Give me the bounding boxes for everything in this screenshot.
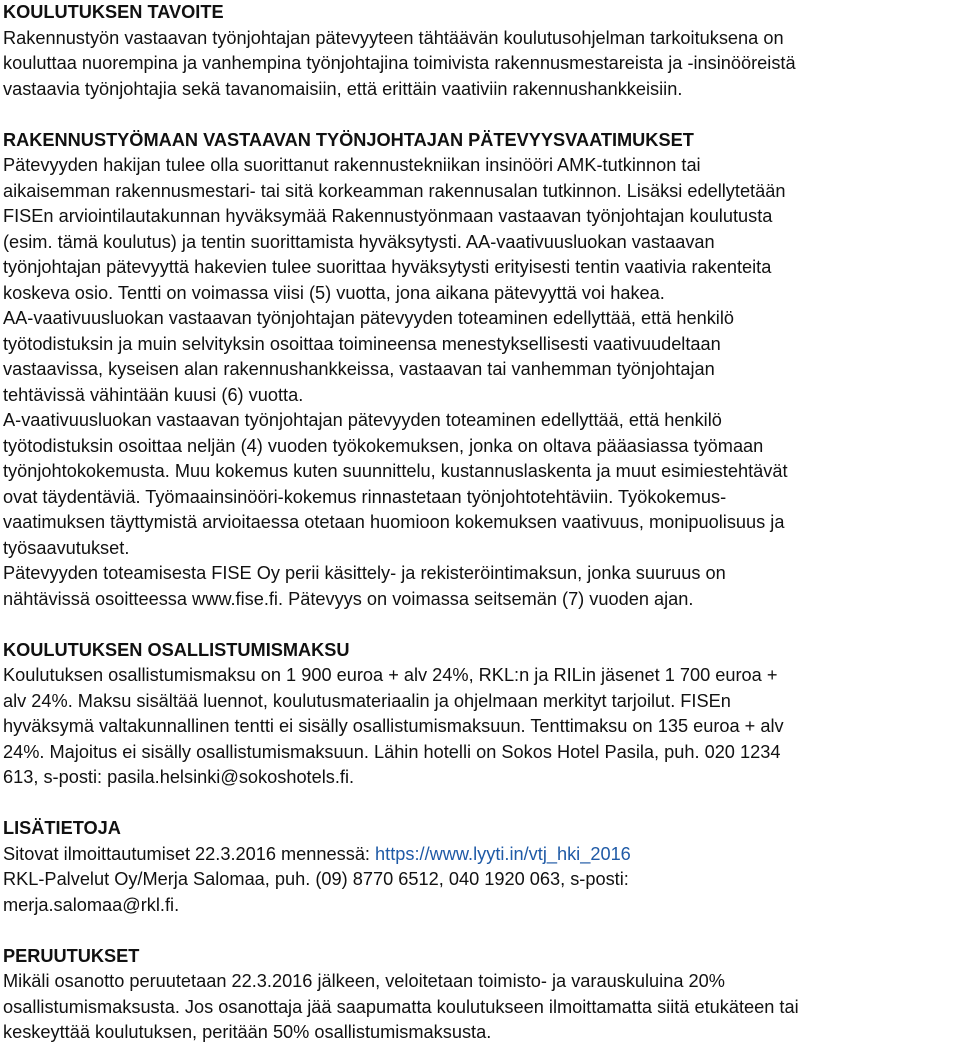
section-body bbox=[3, 663, 958, 791]
text-line: merja.salomaa@rkl.fi. bbox=[3, 894, 180, 915]
text-line: työtodistuksin ja muin selvityksin osoittaa toimineensa menestyksellisesti vaativuudeltaan bbox=[3, 333, 721, 354]
section-peruutukset bbox=[3, 944, 958, 1046]
text-line: Mikäli osanotto peruutetaan 22.3.2016 jälkeen, veloitetaan toimisto- ja varauskuluina 20% bbox=[3, 971, 725, 991]
text-line: työnjohtokokemusta. Muu kokemus kuten suunnittelu, kustannuslaskenta ja muut esimiestehtävät bbox=[3, 461, 788, 481]
text-line: vastaavia työnjohtajia sekä tavanomaisiin, että erittäin vaativiin rakennushankkeisiin. bbox=[3, 78, 683, 99]
text-line: osallistumismaksusta. Jos osanottaja jää saapumatta koulutukseen ilmoittamatta siitä etukäteen tai bbox=[3, 996, 799, 1017]
section-body bbox=[3, 26, 958, 103]
text-line: RKL-Palvelut Oy/Merja Salomaa, puh. (09) 8770 6512, 040 1920 063, s-posti: bbox=[3, 869, 629, 889]
section-lisatietoja bbox=[3, 816, 958, 918]
text-line: vastaavissa, kyseisen alan rakennushankkeissa, vastaavan tai vanhemman työnjohtajan bbox=[3, 359, 715, 379]
text-line: Koulutuksen osallistumismaksu on 1 900 euroa + alv 24%, RKL:n ja RILin jäsenet 1 700 euroa + bbox=[3, 665, 778, 685]
section-body bbox=[3, 153, 958, 612]
text-line: työsaavutukset. bbox=[3, 537, 130, 558]
text-line: Pätevyyden hakijan tulee olla suorittanut rakennustekniikan insinööri AMK-tutkinnon tai bbox=[3, 155, 701, 175]
section-spacer bbox=[3, 918, 958, 944]
text-line: työnjohtajan pätevyyttä hakevien tulee suorittaa hyväksytysti erityisesti tentin vaativia rakenteita bbox=[3, 257, 772, 277]
section-heading: RAKENNUSTYÖMAAN VASTAAVAN TYÖNJOHTAJAN PÄTEVYYSVAATIMUKSET bbox=[3, 129, 694, 150]
section-heading: LISÄTIETOJA bbox=[3, 818, 121, 838]
text-line: 613, s-posti: pasila.helsinki@sokoshotels.fi. bbox=[3, 767, 355, 787]
text-line: koskeva osio. Tentti on voimassa viisi (5) vuotta, jona aikana pätevyyttä voi hakea. bbox=[3, 282, 665, 303]
text-line: ovat täydentäviä. Työmaainsinööri-kokemus rinnastetaan työnjohtotehtäviin. Työkokemus- bbox=[3, 486, 727, 507]
section-patevyysvaatimukset bbox=[3, 128, 958, 613]
text-line: työtodistuksin osoittaa neljän (4) vuoden työkokemuksen, jonka on oltava pääasiassa työmaan bbox=[3, 435, 764, 456]
section-spacer bbox=[3, 102, 958, 128]
text-line: 24%. Majoitus ei sisälly osallistumismaksuun. Lähin hotelli on Sokos Hotel Pasila, puh. 020 1234 bbox=[3, 741, 781, 762]
registration-line bbox=[3, 842, 958, 868]
section-osallistumismaksu bbox=[3, 638, 958, 791]
section-body bbox=[3, 842, 958, 919]
section-spacer bbox=[3, 791, 958, 817]
text-line: aikaisemman rakennusmestari- tai sitä korkeamman rakennusalan tutkinnon. Lisäksi edellytetään bbox=[3, 180, 786, 201]
text-line: AA-vaativuusluokan vastaavan työnjohtajan pätevyyden toteaminen edellyttää, että henkilö bbox=[3, 308, 735, 328]
section-heading: KOULUTUKSEN OSALLISTUMISMAKSU bbox=[3, 639, 350, 660]
document-page bbox=[3, 0, 958, 1046]
text-line: alv 24%. Maksu sisältää luennot, koulutusmateriaalin ja ohjelmaan merkityt tarjoilut. FISEn bbox=[3, 690, 731, 711]
registration-link[interactable]: https://www.lyyti.in/vtj_hki_2016 bbox=[375, 843, 631, 864]
text-line: A-vaativuusluokan vastaavan työnjohtajan pätevyyden toteaminen edellyttää, että henkilö bbox=[3, 410, 722, 430]
section-koulutuksen-tavoite bbox=[3, 0, 958, 102]
text-line: vaatimuksen täyttymistä arvioitaessa otetaan huomioon kokemuksen vaativuus, monipuolisuus ja bbox=[3, 512, 785, 532]
text-line: Rakennustyön vastaavan työnjohtajan pätevyyteen tähtäävän koulutusohjelman tarkoituksena on bbox=[3, 27, 784, 48]
section-body bbox=[3, 969, 958, 1046]
text-line: kouluttaa nuorempina ja vanhempina työnjohtajina toimivista rakennusmestareista ja -insinööreistä bbox=[3, 53, 796, 73]
text-line: Pätevyyden toteamisesta FISE Oy perii käsittely- ja rekisteröintimaksun, jonka suuruus on bbox=[3, 563, 726, 583]
text-line: FISEn arviointilautakunnan hyväksymää Rakennustyönmaan vastaavan työnjohtajan koulutusta bbox=[3, 206, 773, 226]
section-spacer bbox=[3, 612, 958, 638]
registration-text: Sitovat ilmoittautumiset 22.3.2016 mennessä: bbox=[3, 843, 376, 864]
section-heading: KOULUTUKSEN TAVOITE bbox=[3, 2, 224, 22]
text-line: tehtävissä vähintään kuusi (6) vuotta. bbox=[3, 384, 304, 405]
text-line: nähtävissä osoitteessa www.fise.fi. Pätevyys on voimassa seitsemän (7) vuoden ajan. bbox=[3, 588, 694, 609]
text-line: hyväksymä valtakunnallinen tentti ei sisälly osallistumismaksuun. Tenttimaksu on 135 euroa + alv bbox=[3, 716, 784, 736]
text-line: (esim. tämä koulutus) ja tentin suorittamista hyväksytysti. AA-vaativuusluokan vastaavan bbox=[3, 231, 715, 252]
section-heading: PERUUTUKSET bbox=[3, 945, 140, 966]
text-line: keskeyttää koulutuksen, peritään 50% osallistumismaksusta. bbox=[3, 1022, 492, 1042]
